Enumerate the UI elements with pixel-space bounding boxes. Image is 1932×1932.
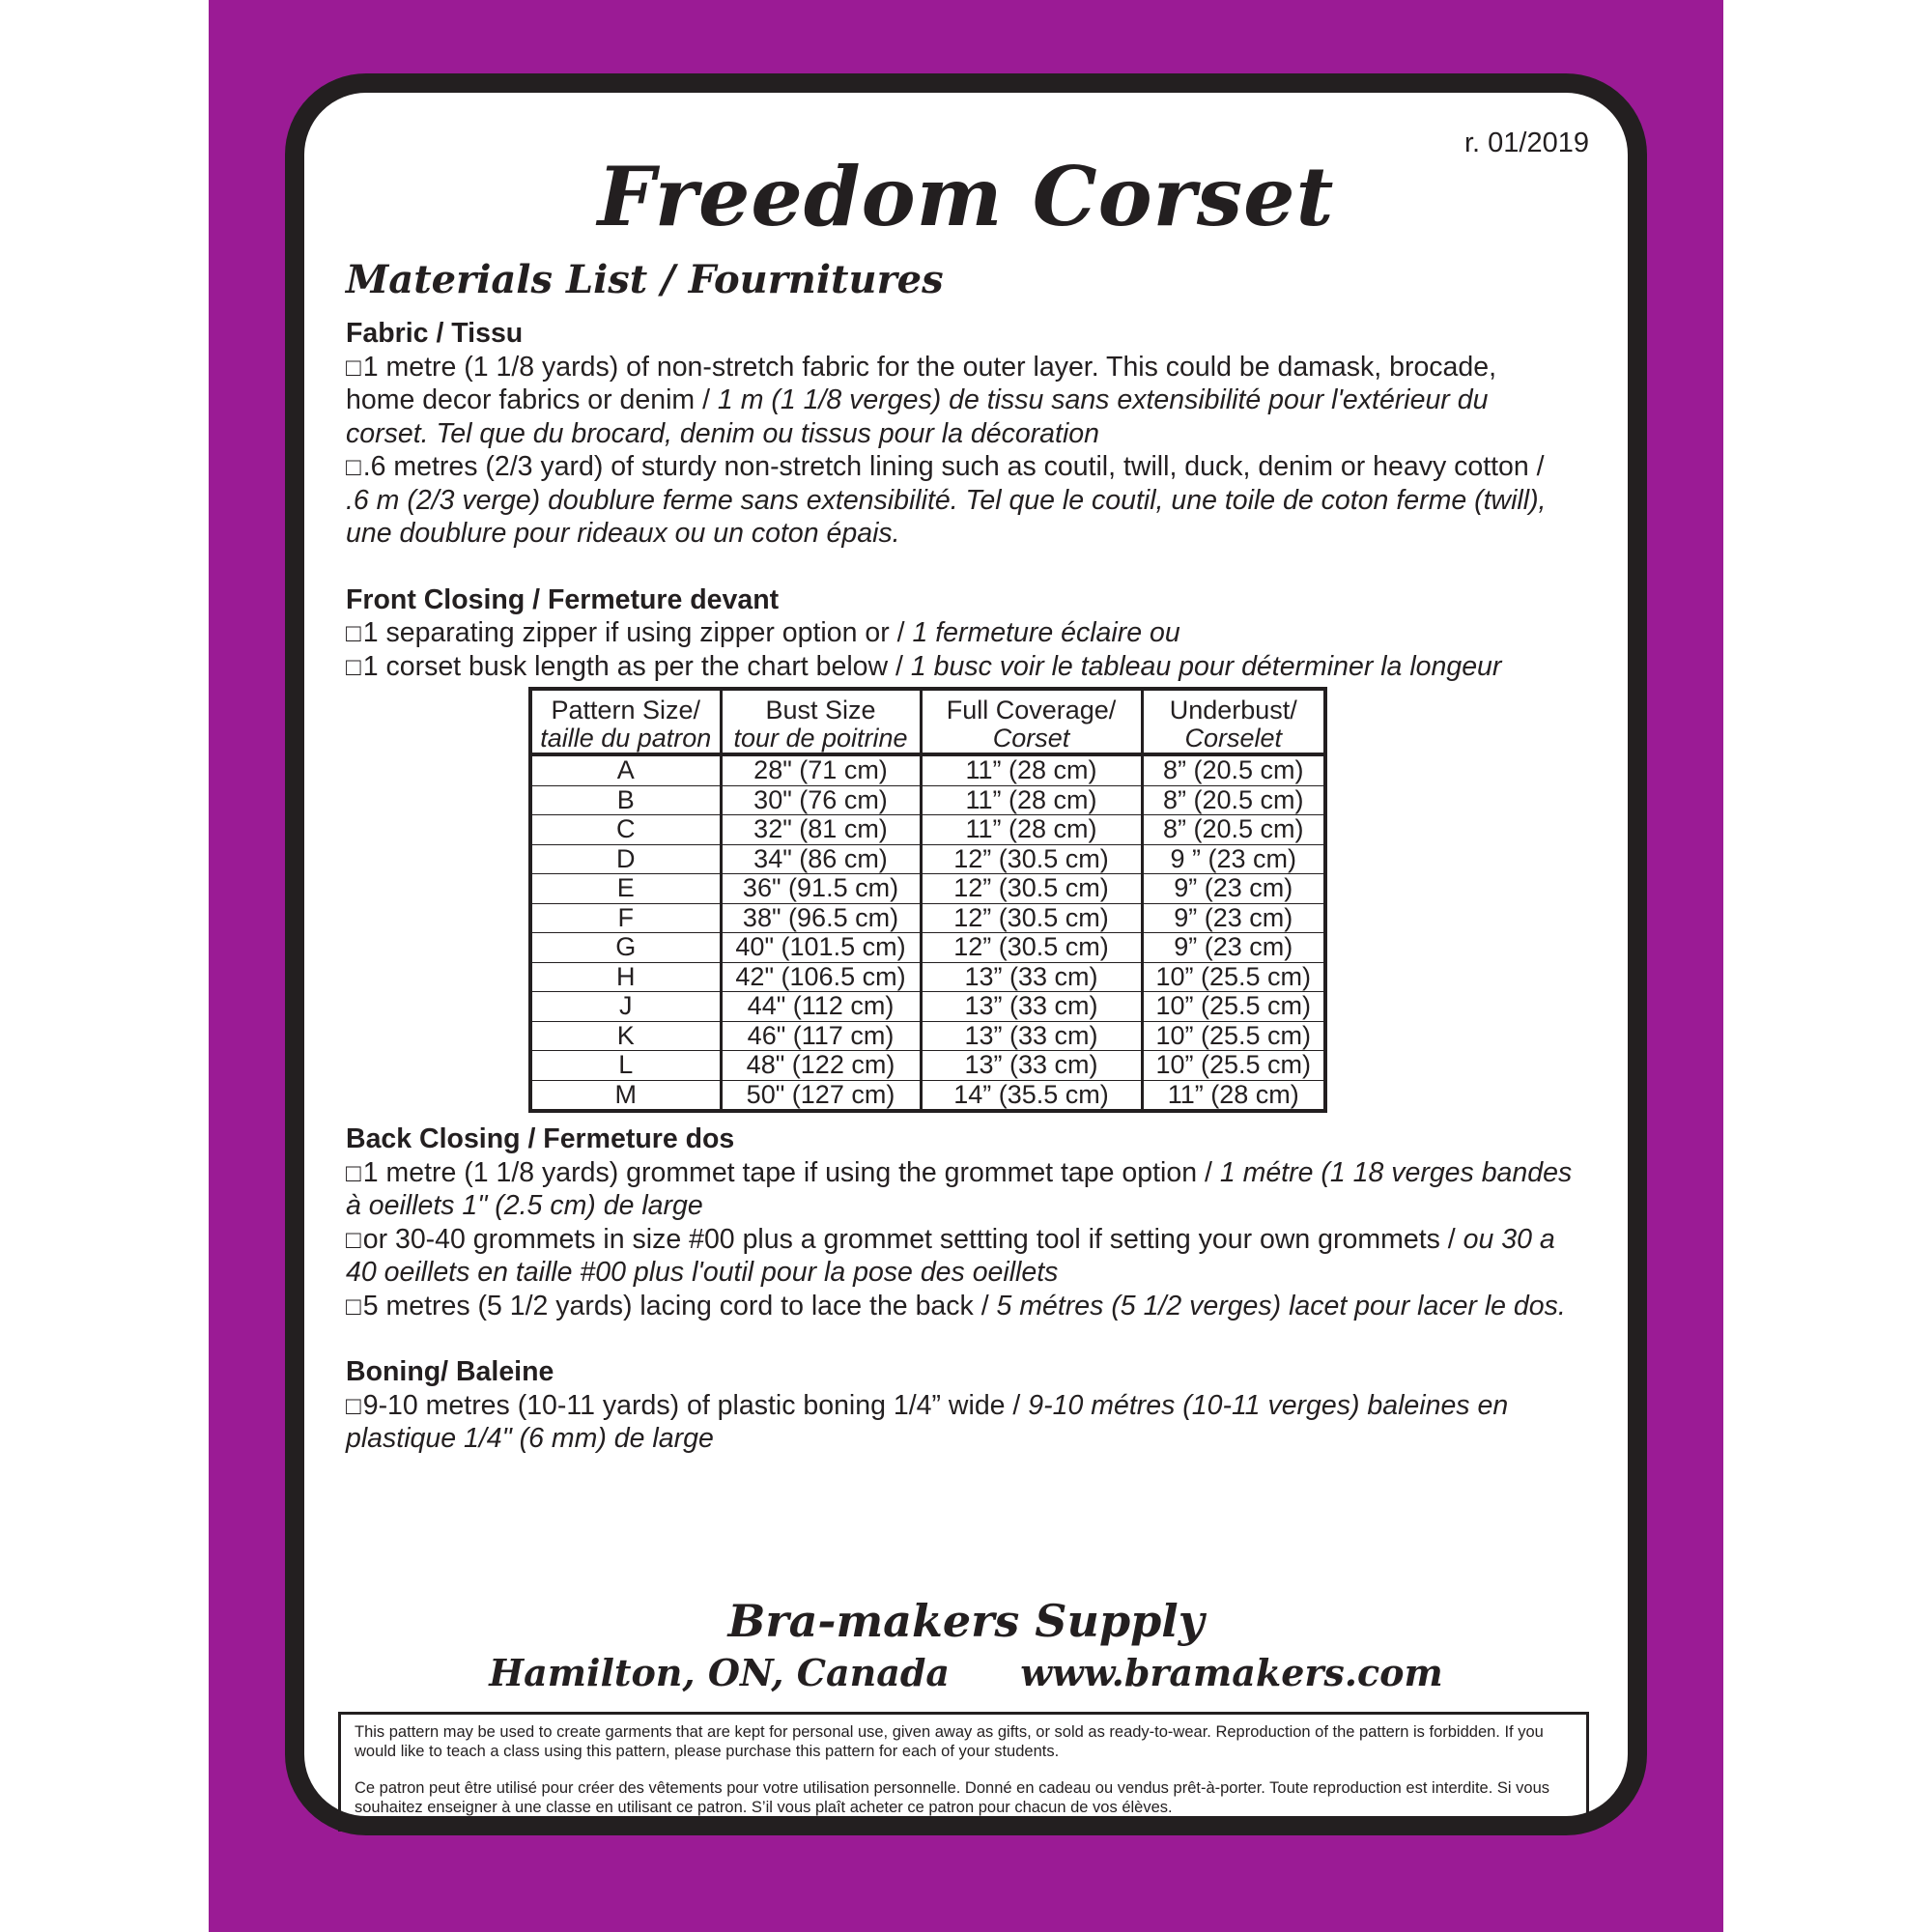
checkbox-icon: □ [346,352,361,382]
header-pattern-size: Pattern Size/ taille du patron [530,689,721,754]
table-cell: 11” (28 cm) [1142,1080,1325,1111]
table-cell: 46" (117 cm) [721,1021,921,1051]
table-row [530,933,1325,963]
copyright-notice [338,1712,1589,1832]
table-row [530,1080,1325,1111]
table-cell: 9” (23 cm) [1142,874,1325,904]
item-text-fr: 1 fermeture éclaire ou [912,617,1180,648]
table-cell: 12” (30.5 cm) [921,933,1142,963]
front-closing-section [346,583,1573,684]
table-cell: 48" (122 cm) [721,1051,921,1081]
materials-card [285,73,1647,1835]
item-text-en: 1 metre (1 1/8 yards) grommet tape if using the grommet tape option / [362,1156,1220,1188]
list-item [346,450,1573,551]
item-text-fr: .6 m (2/3 verge) doublure ferme sans extensibilité. Tel que le coutil, une toile de coton ferme (twill), une doublure pour rideaux ou un coton épais. [346,484,1547,549]
table-cell: 10” (25.5 cm) [1142,1051,1325,1081]
table-row [530,754,1325,785]
header-underbust: Underbust/ Corselet [1142,689,1325,754]
table-cell: 10” (25.5 cm) [1142,1021,1325,1051]
list-item [346,1223,1573,1290]
table-cell: 12” (30.5 cm) [921,903,1142,933]
table-cell: F [530,903,721,933]
materials-content [346,317,1573,1456]
table-cell: 30" (76 cm) [721,785,921,815]
table-cell: 13” (33 cm) [921,992,1142,1022]
list-item [346,1389,1573,1456]
checkbox-icon: □ [346,651,361,681]
revision-label: r. 01/2019 [1464,128,1589,158]
table-row [530,844,1325,874]
item-text-fr: 1 m (1 1/8 verges) de tissu sans extensibilité pour l'extérieur du corset. Tel que du brocard, denim ou tissus pour la décoration [346,384,1489,449]
table-cell: D [530,844,721,874]
boning-section [346,1355,1573,1456]
table-row [530,992,1325,1022]
table-row [530,815,1325,845]
table-cell: 34" (86 cm) [721,844,921,874]
list-item [346,351,1573,451]
table-cell: A [530,754,721,785]
table-cell: 9” (23 cm) [1142,933,1325,963]
item-text-fr: 9-10 métres (10-11 verges) baleines en plastique 1/4" (6 mm) de large [346,1389,1509,1454]
location-text: Hamilton, ON, Canada [489,1651,951,1694]
table-cell: 50" (127 cm) [721,1080,921,1111]
page-subtitle: Materials List / Fournitures [346,257,944,302]
notice-french: Ce patron peut être utilisé pour créer des vêtements pour votre utilisation personnelle. Donné en cadeau ou vendus prêt-à-porter. Toute reproduction est interdite. Si vous souhaitez enseigner à une classe en utilisant ce patron. S’il vous plaît acheter ce patron pour chacun de vos élèves. [355,1779,1550,1816]
table-cell: 12” (30.5 cm) [921,844,1142,874]
table-cell: 44" (112 cm) [721,992,921,1022]
header-full-coverage: Full Coverage/ Corset [921,689,1142,754]
busk-table-wrapper [346,687,1573,1113]
table-body [530,754,1325,1111]
item-text-en: 1 corset busk length as per the chart below / [362,650,911,682]
item-text-en: 1 separating zipper if using zipper option or / [362,617,913,648]
table-row [530,1021,1325,1051]
table-cell: 13” (33 cm) [921,1021,1142,1051]
table-header-row [530,689,1325,754]
table-cell: J [530,992,721,1022]
table-cell: 10” (25.5 cm) [1142,992,1325,1022]
brand-name: Bra-makers Supply [727,1595,1205,1647]
table-cell: 10” (25.5 cm) [1142,962,1325,992]
fabric-section [346,317,1573,551]
item-text-en: 9-10 metres (10-11 yards) of plastic boning 1/4” wide / [362,1389,1029,1421]
table-cell: 11” (28 cm) [921,754,1142,785]
website-link[interactable]: www.bramakers.com [1020,1651,1443,1694]
location-row [304,1651,1628,1694]
table-cell: 42" (106.5 cm) [721,962,921,992]
table-cell: 38" (96.5 cm) [721,903,921,933]
table-cell: K [530,1021,721,1051]
header-bust-size: Bust Size tour de poitrine [721,689,921,754]
table-cell: M [530,1080,721,1111]
table-cell: 8” (20.5 cm) [1142,815,1325,845]
busk-length-table [528,687,1327,1113]
list-item [346,1290,1573,1323]
table-row [530,903,1325,933]
section-heading: Fabric / Tissu [346,318,524,349]
item-text-fr: 1 métre (1 18 verges bandes à oeillets 1" (2.5 cm) de large [346,1156,1573,1221]
table-row [530,874,1325,904]
table-cell: E [530,874,721,904]
checkbox-icon: □ [346,1157,361,1187]
item-text-fr: 1 busc voir le tableau pour déterminer la longeur [910,650,1502,682]
table-cell: B [530,785,721,815]
list-item [346,616,1573,650]
list-item [346,1156,1573,1223]
table-cell: 11” (28 cm) [921,815,1142,845]
checkbox-icon: □ [346,1291,361,1321]
page-title: Freedom Corset [597,149,1335,244]
table-cell: 13” (33 cm) [921,1051,1142,1081]
notice-english: This pattern may be used to create garments that are kept for personal use, given away as gifts, or sold as ready-to-wear. Reproduction of the pattern is forbidden. If you would like to teach a class using this pattern, please purchase this pattern for each of your students. [355,1723,1544,1760]
table-cell: 11” (28 cm) [921,785,1142,815]
checkbox-icon: □ [346,452,361,481]
table-cell: 9” (23 cm) [1142,903,1325,933]
item-text-en: .6 metres (2/3 yard) of sturdy non-stretch lining such as coutil, twill, duck, denim or heavy cotton / [362,451,1545,482]
back-closing-section [346,1122,1573,1322]
item-text-en: 1 metre (1 1/8 yards) of non-stretch fabric for the outer layer. This could be damask, brocade, home decor fabrics or denim / [346,351,1497,415]
table-cell: G [530,933,721,963]
checkbox-icon: □ [346,1224,361,1254]
table-row [530,962,1325,992]
table-cell: 13” (33 cm) [921,962,1142,992]
table-cell: 28" (71 cm) [721,754,921,785]
table-cell: L [530,1051,721,1081]
table-cell: C [530,815,721,845]
table-row [530,1051,1325,1081]
section-heading: Boning/ Baleine [346,1356,554,1387]
section-heading: Front Closing / Fermeture devant [346,583,780,615]
table-cell: 9 ” (23 cm) [1142,844,1325,874]
table-cell: 8” (20.5 cm) [1142,785,1325,815]
table-cell: 14” (35.5 cm) [921,1080,1142,1111]
checkbox-icon: □ [346,618,361,647]
checkbox-icon: □ [346,1390,361,1420]
list-item [346,650,1573,684]
table-cell: 40" (101.5 cm) [721,933,921,963]
item-text-fr: ou 30 a 40 oeillets en taille #00 plus l'outil pour la pose des oeillets [346,1223,1555,1288]
table-cell: 8” (20.5 cm) [1142,754,1325,785]
section-heading: Back Closing / Fermeture dos [346,1123,735,1154]
item-text-en: or 30-40 grommets in size #00 plus a grommet settting tool if setting your own grommets / [362,1223,1463,1255]
table-cell: H [530,962,721,992]
item-text-fr: 5 métres (5 1/2 verges) lacet pour lacer le dos. [996,1290,1566,1321]
table-cell: 36" (91.5 cm) [721,874,921,904]
table-row [530,785,1325,815]
item-text-en: 5 metres (5 1/2 yards) lacing cord to lace the back / [362,1290,997,1321]
table-cell: 12” (30.5 cm) [921,874,1142,904]
table-cell: 32" (81 cm) [721,815,921,845]
